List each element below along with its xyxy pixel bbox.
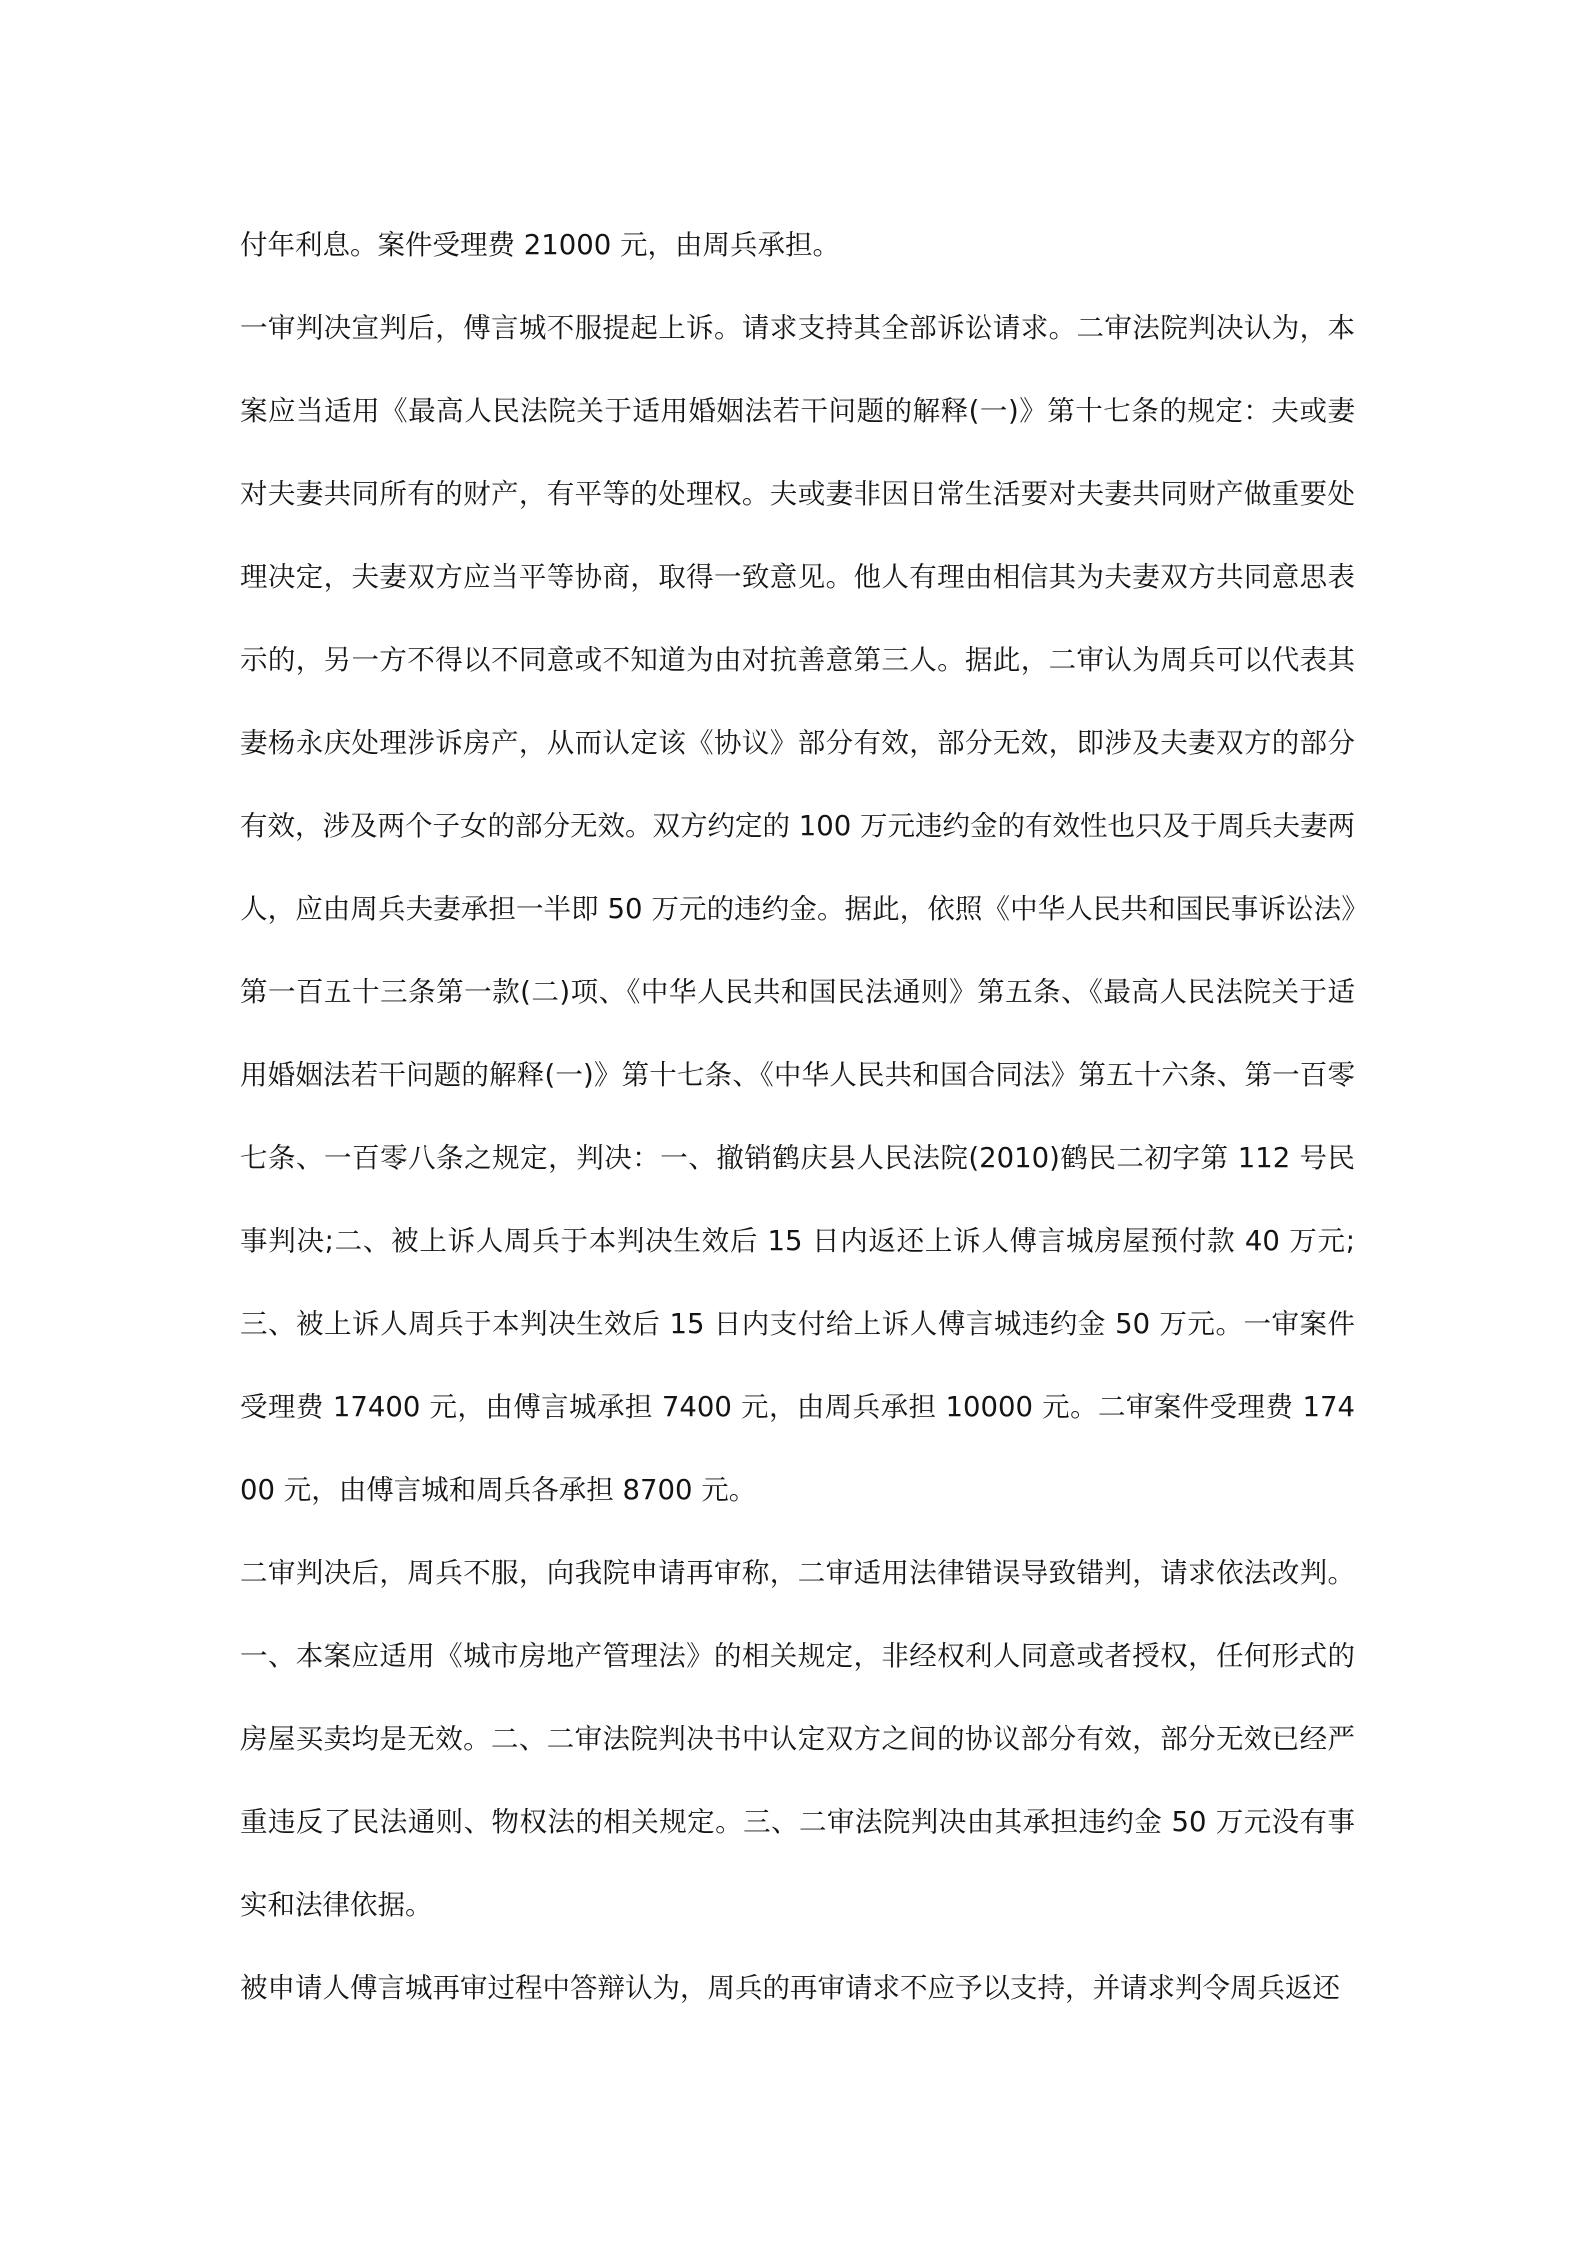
- paragraph-retrial-application: 二审判决后，周兵不服，向我院申请再审称，二审适用法律错误导致错判，请求依法改判。一、本案应适用《城市房地产管理法》的相关规定，非经权利人同意或者授权，任何形式的房屋买卖均是无效。二、二审法院判决书中认定双方之间的协议部分有效，部分无效已经严重违反了民法通则、物权法的相关规定。三、二审法院判决由其承担违约金 50 万元没有事实和法律依据。: [240, 1557, 1355, 1921]
- paragraph-respondent-reply: 被申请人傅言城再审过程中答辩认为，周兵的再审请求不应予以支持，并请求判令周兵返还: [240, 1972, 1340, 2004]
- paragraph-interest-fee: 付年利息。案件受理费 21000 元，由周兵承担。: [240, 229, 840, 261]
- document-body: [240, 204, 1355, 2030]
- paragraph-second-instance-judgment: 一审判决宣判后，傅言城不服提起上诉。请求支持其全部诉讼请求。二审法院判决认为，本案应当适用《最高人民法院关于适用婚姻法若干问题的解释(一)》第十七条的规定：夫或妻对夫妻共同所有的财产，有平等的处理权。夫或妻非因日常生活要对夫妻共同财产做重要处理决定，夫妻双方应当平等协商，取得一致意见。他人有理由相信其为夫妻双方共同意思表示的，另一方不得以不同意或不知道为由对抗善意第三人。据此，二审认为周兵可以代表其妻杨永庆处理涉诉房产，从而认定该《协议》部分有效，部分无效，即涉及夫妻双方的部分有效，涉及两个子女的部分无效。双方约定的 100 万元违约金的有效性也只及于周兵夫妻两人，应由周兵夫妻承担一半即 50 万元的违约金。据此，依照《中华人民共和国民事诉讼法》第一百五十三条第一款(二)项、《中华人民共和国民法通则》第五条、《最高人民法院关于适用婚姻法若干问题的解释(一)》第十七条、《中华人民共和国合同法》第五十六条、第一百零七条、一百零八条之规定，判决：一、撤销鹤庆县人民法院(2010)鹤民二初字第 112 号民事判决;二、被上诉人周兵于本判决生效后 15 日内返还上诉人傅言城房屋预付款 40 万元;三、被上诉人周兵于本判决生效后 15 日内支付给上诉人傅言城违约金 50 万元。一审案件受理费 17400 元，由傅言城承担 7400 元，由周兵承担 10000 元。二审案件受理费 17400 元，由傅言城和周兵各承担 8700 元。: [240, 312, 1355, 1506]
